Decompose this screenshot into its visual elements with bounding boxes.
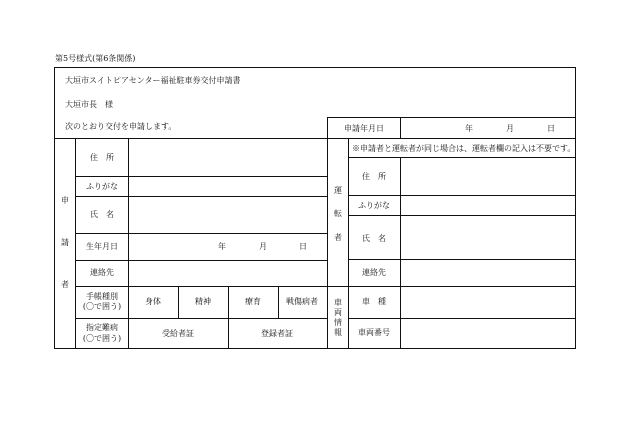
date-row-top-line (327, 117, 576, 118)
handbook-divider-1 (178, 286, 179, 318)
applicant-group-char-2: 請 (61, 238, 69, 247)
driver-group-char-1: 運 (334, 186, 342, 195)
applicant-group-char-1: 申 (61, 196, 69, 205)
application-date-label: 申請年月日 (344, 124, 384, 133)
applicant-furigana-field[interactable] (129, 177, 326, 196)
applicant-address-field[interactable] (129, 139, 326, 176)
addressee: 大垣市長 様 (65, 100, 113, 109)
applicant-birth-month[interactable]: 月 (259, 242, 267, 251)
disease-label-line1: 指定難病 (86, 323, 118, 332)
applicant-furigana-label: ふりがな (86, 182, 118, 191)
date-label-divider (400, 117, 401, 138)
driver-note: ※申請者と運転者が同じ場合は、運転者欄の記入は不要です。 (352, 144, 576, 153)
disease-label-line2: (〇で囲う) (82, 334, 122, 343)
disease-option-registrant[interactable]: 登録者証 (261, 329, 293, 338)
driver-name-label: 氏 名 (362, 234, 386, 243)
vehicle-type-field[interactable] (401, 287, 575, 318)
vehicle-type-label: 車 種 (362, 297, 386, 306)
vehicle-group-char-3: 情 (334, 318, 342, 327)
applicant-name-field[interactable] (129, 197, 326, 233)
driver-contact-field[interactable] (401, 260, 575, 286)
handbook-option-war-injured[interactable]: 戦傷病者 (286, 297, 318, 306)
driver-furigana-field[interactable] (401, 196, 575, 215)
applicant-address-label: 住 所 (90, 153, 114, 162)
driver-furigana-label: ふりがな (358, 201, 390, 210)
vehicle-group-char-2: 両 (334, 308, 342, 317)
handbook-option-rehab[interactable]: 療育 (245, 297, 261, 306)
handbook-option-physical[interactable]: 身体 (145, 297, 161, 306)
driver-name-field[interactable] (401, 216, 575, 259)
vehicle-group-char-4: 報 (334, 328, 342, 337)
vehicle-number-field[interactable] (401, 319, 575, 348)
applicant-birth-year[interactable]: 年 (218, 242, 226, 251)
handbook-label-line1: 手帳種別 (86, 292, 118, 301)
handbook-option-mental[interactable]: 精神 (195, 297, 211, 306)
applicant-line-6 (75, 318, 327, 319)
applicant-birthdate-label: 生年月日 (86, 242, 118, 251)
form-number: 第5号様式(第6条関係) (55, 54, 136, 63)
driver-group-char-2: 転 (334, 209, 342, 218)
application-date-day[interactable]: 日 (547, 124, 555, 133)
request-text: 次のとおり交付を申請します。 (65, 122, 177, 131)
applicant-line-3 (75, 233, 327, 234)
handbook-label-line2: (〇で囲う) (82, 302, 122, 311)
vehicle-number-label: 車両番号 (358, 328, 390, 337)
driver-group-char-3: 者 (334, 233, 342, 242)
driver-address-field[interactable] (401, 158, 575, 195)
applicant-group-char-3: 者 (61, 280, 69, 289)
applicant-birth-day[interactable]: 日 (299, 242, 307, 251)
driver-contact-label: 連絡先 (362, 268, 386, 277)
vehicle-group-char-1: 車 (334, 298, 342, 307)
center-divider (327, 117, 328, 349)
form-title: 大垣市スイトピアセンター福祉駐車券交付申請書 (65, 76, 241, 85)
application-date-month[interactable]: 月 (506, 124, 514, 133)
disease-divider (228, 318, 229, 349)
driver-address-label: 住 所 (362, 172, 386, 181)
application-date-year[interactable]: 年 (465, 124, 473, 133)
applicant-line-5 (75, 286, 327, 287)
applicant-name-label: 氏 名 (90, 210, 114, 219)
handbook-divider-3 (278, 286, 279, 318)
applicant-contact-field[interactable] (129, 261, 326, 286)
applicant-contact-label: 連絡先 (90, 268, 114, 277)
handbook-divider-2 (228, 286, 229, 318)
disease-option-recipient[interactable]: 受給者証 (162, 329, 194, 338)
